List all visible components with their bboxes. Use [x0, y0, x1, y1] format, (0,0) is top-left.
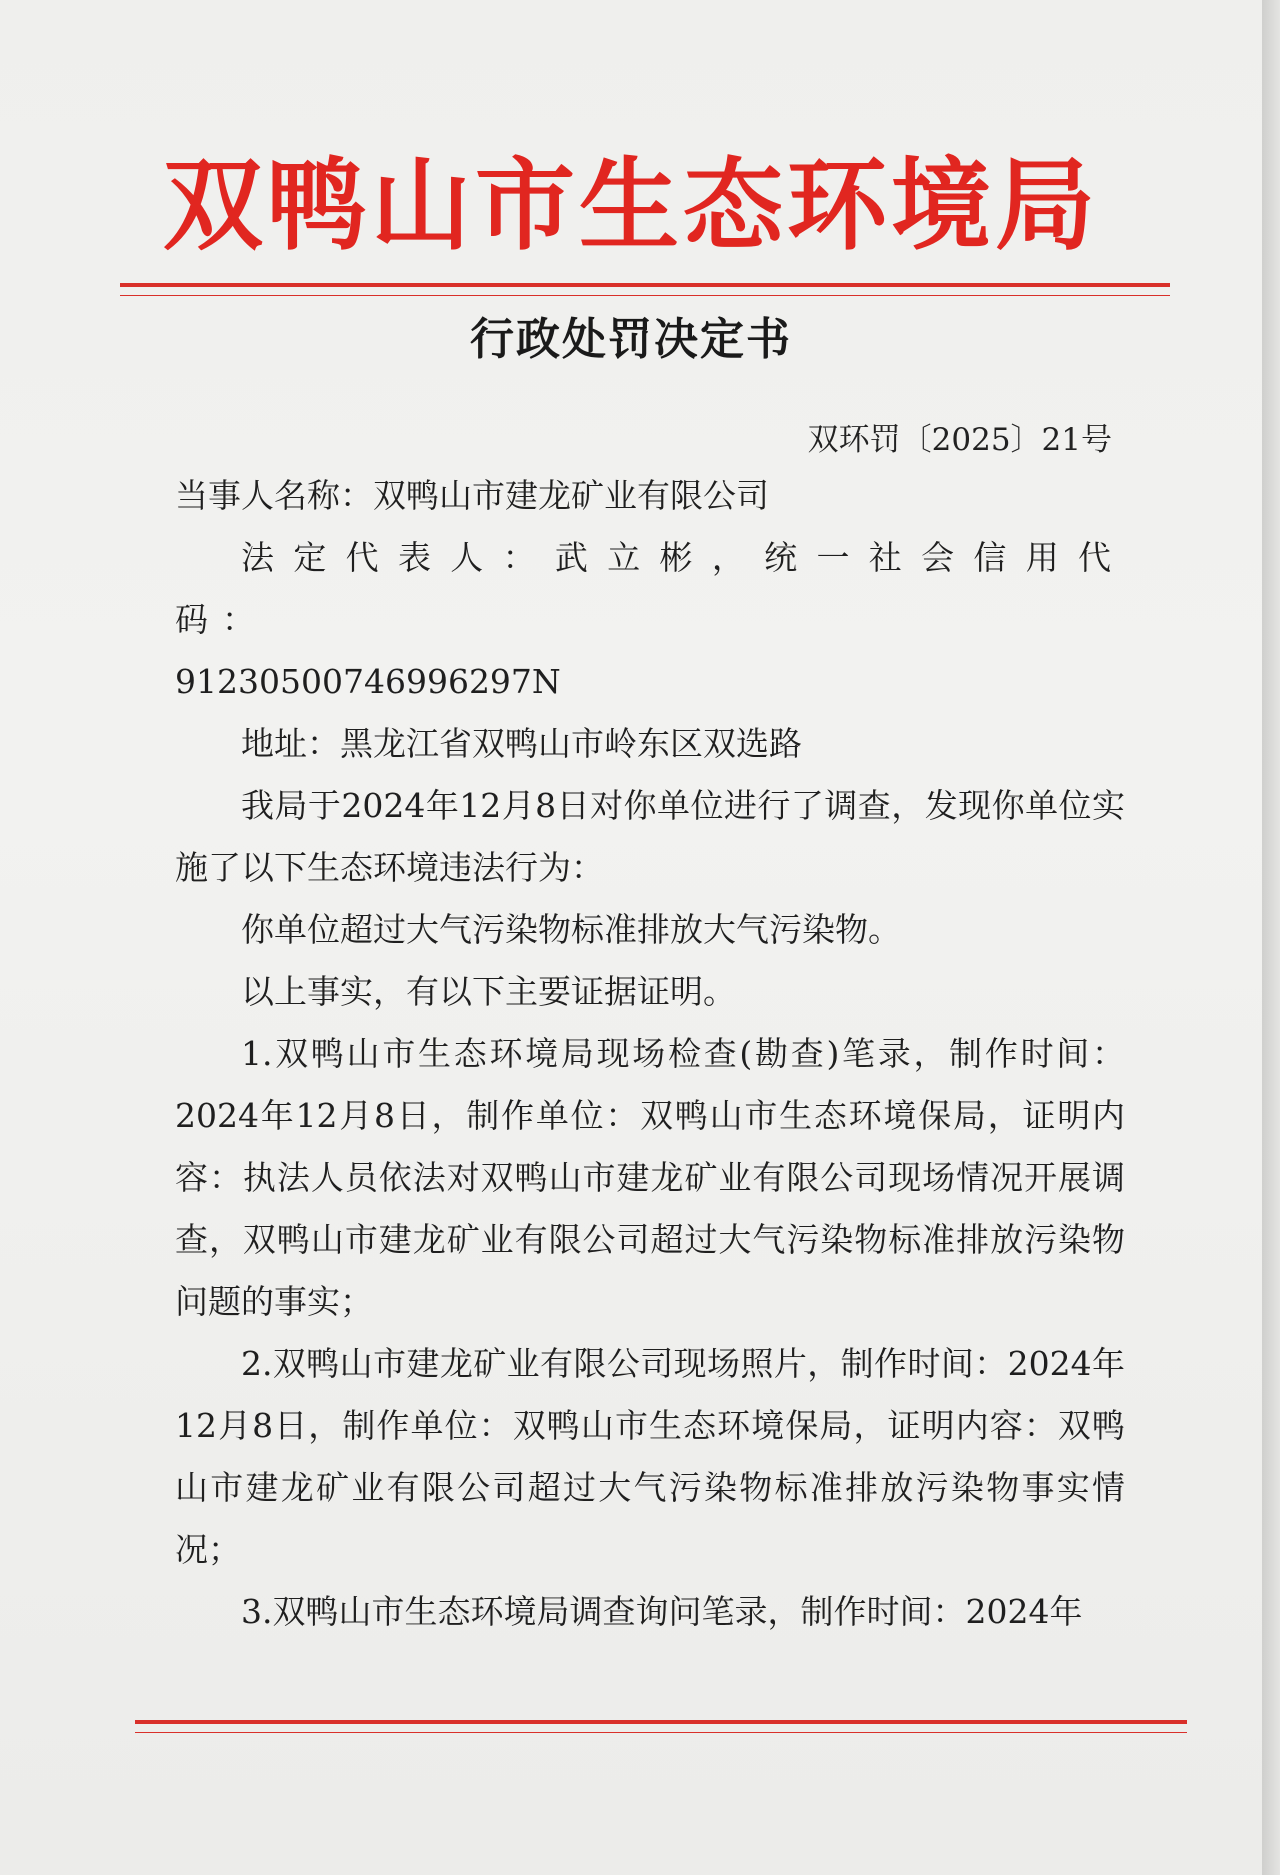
document-body — [175, 465, 1125, 1643]
party-name-line: 当事人名称：双鸭山市建龙矿业有限公司 — [175, 476, 769, 515]
address-line: 地址：黑龙江省双鸭山市岭东区双选路 — [241, 724, 802, 763]
adjacent-page-edge — [1262, 0, 1280, 1875]
investigation-paragraph: 我局于2024年12月8日对你单位进行了调查，发现你单位实施了以下生态环境违法行为： — [175, 786, 1125, 887]
header-rule-thin — [120, 295, 1170, 296]
footer-rule-thick — [135, 1720, 1187, 1724]
document-title: 行政处罚决定书 — [470, 314, 792, 365]
document-number: 双环罚〔2025〕21号 — [807, 422, 1112, 458]
header-rule-thick — [120, 283, 1170, 287]
credit-code: 91230500746996297N — [175, 662, 561, 701]
evidence-item: 3.双鸭山市生态环境局调查询问笔录，制作时间：2024年 — [241, 1592, 1083, 1631]
evidence-item: 2.双鸭山市建龙矿业有限公司现场照片，制作时间：2024年12月8日，制作单位：双鸭山市生态环境保局，证明内容：双鸭山市建龙矿业有限公司超过大气污染物标准排放污染物事实情况； — [175, 1344, 1125, 1569]
evidence-intro: 以上事实，有以下主要证据证明。 — [241, 972, 736, 1011]
agency-header: 双鸭山市生态环境局 — [163, 146, 1099, 264]
footer-rule-thin — [135, 1732, 1187, 1733]
legal-representative-line: 法定代表人：武立彬，统一社会信用代码： — [175, 538, 1125, 639]
violation-statement: 你单位超过大气污染物标准排放大气污染物。 — [241, 910, 901, 949]
evidence-item: 1.双鸭山市生态环境局现场检查(勘查)笔录，制作时间：2024年12月8日，制作单位：双鸭山市生态环境保局，证明内容：执法人员依法对双鸭山市建龙矿业有限公司现场情况开展调查，双鸭山市建龙矿业有限公司超过大气污染物标准排放污染物问题的事实； — [175, 1034, 1125, 1321]
